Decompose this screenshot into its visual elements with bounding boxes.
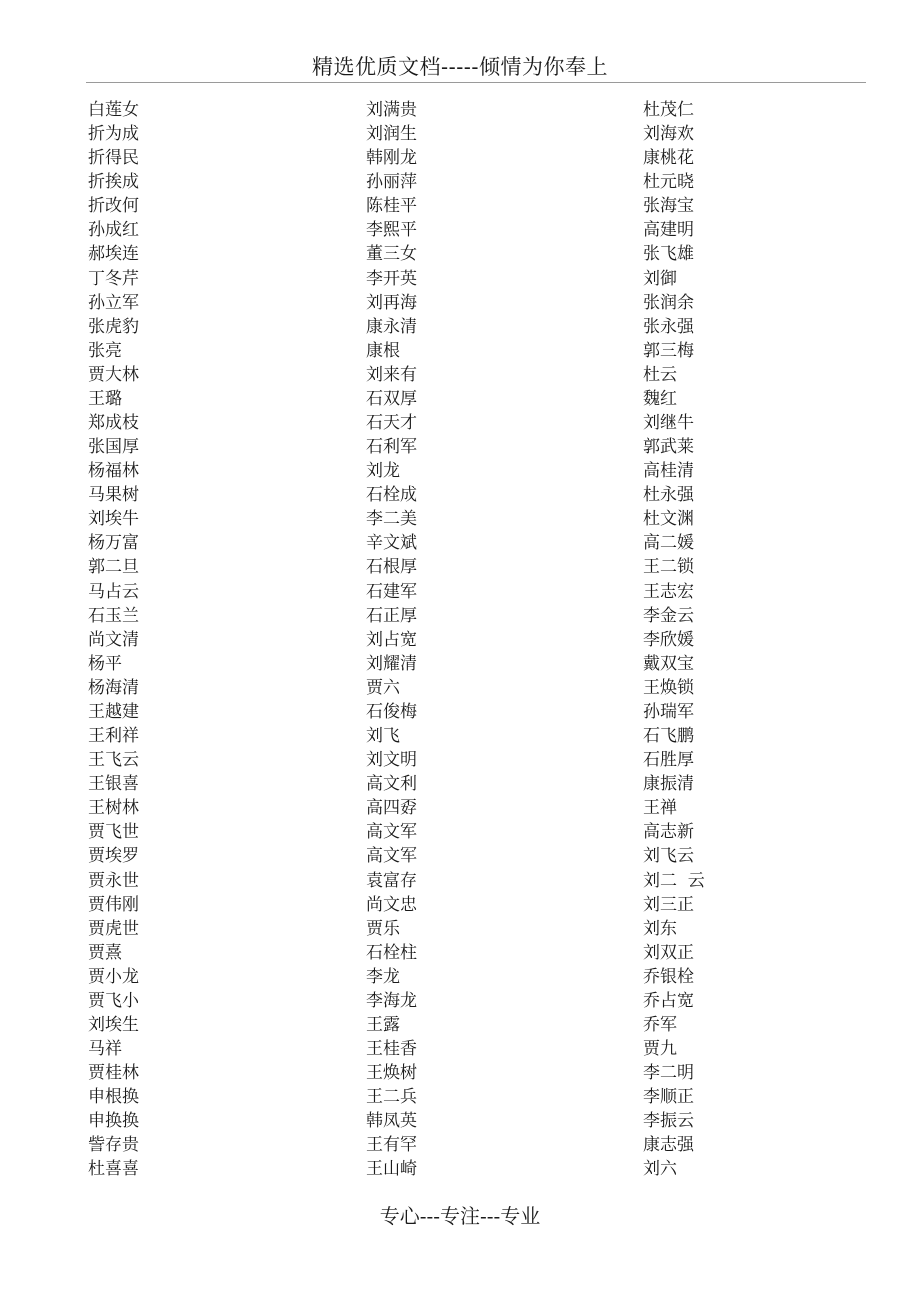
name-entry: 孙成红 bbox=[88, 220, 139, 241]
name-entry: 刘润生 bbox=[366, 124, 417, 145]
name-entry: 陈桂平 bbox=[366, 196, 417, 217]
name-entry: 高桂清 bbox=[643, 461, 694, 482]
name-entry: 刘埃牛 bbox=[88, 509, 139, 530]
name-entry: 贾小龙 bbox=[88, 966, 139, 987]
name-list bbox=[88, 98, 848, 1182]
name-entry: 高文利 bbox=[366, 774, 417, 795]
name-entry: 丁冬芹 bbox=[88, 268, 139, 289]
name-entry: 刘满贵 bbox=[366, 100, 417, 120]
name-entry: 申换换 bbox=[88, 1111, 139, 1132]
name-entry: 刘龙 bbox=[366, 461, 400, 482]
name-entry: 杨平 bbox=[88, 653, 122, 674]
name-entry: 刘文明 bbox=[366, 750, 417, 771]
name-entry: 刘来有 bbox=[366, 364, 417, 385]
name-entry: 杜喜喜 bbox=[88, 1159, 139, 1180]
name-entry: 王利祥 bbox=[88, 726, 139, 747]
name-entry: 韩凤英 bbox=[366, 1111, 417, 1132]
name-entry: 高二媛 bbox=[643, 533, 694, 554]
page-header: 精选优质文档-----倾情为你奉上 bbox=[312, 55, 608, 79]
name-entry: 贾乐 bbox=[366, 918, 400, 939]
name-entry: 石双厚 bbox=[366, 388, 417, 409]
name-entry: 刘双正 bbox=[643, 942, 694, 963]
name-entry: 杜茂仁 bbox=[643, 100, 694, 120]
name-entry: 王二锁 bbox=[643, 557, 694, 578]
name-entry: 王越建 bbox=[88, 701, 139, 722]
name-entry: 孙丽萍 bbox=[366, 172, 417, 193]
name-entry: 贾飞世 bbox=[88, 822, 139, 843]
name-entry: 康永清 bbox=[366, 316, 417, 337]
name-entry: 石俊梅 bbox=[366, 701, 417, 722]
name-entry: 高四孬 bbox=[366, 798, 417, 819]
name-entry: 折得民 bbox=[88, 148, 139, 169]
name-entry: 李欣媛 bbox=[643, 629, 694, 650]
name-entry: 贾大林 bbox=[88, 364, 139, 385]
name-entry: 尚文忠 bbox=[366, 894, 417, 915]
name-entry: 訾存贵 bbox=[88, 1135, 139, 1156]
name-entry: 辛文斌 bbox=[366, 533, 417, 554]
name-entry: 刘飞 bbox=[366, 726, 400, 747]
name-entry: 石栓柱 bbox=[366, 942, 417, 963]
name-entry: 杜云 bbox=[643, 364, 677, 385]
name-entry: 孙立军 bbox=[88, 292, 139, 313]
name-entry: 折挨成 bbox=[88, 172, 139, 193]
name-entry: 石利军 bbox=[366, 437, 417, 458]
name-entry: 张永强 bbox=[643, 316, 694, 337]
name-entry: 白莲女 bbox=[88, 100, 139, 120]
name-entry: 贾虎世 bbox=[88, 918, 139, 939]
name-entry: 高志新 bbox=[643, 822, 694, 843]
name-entry: 石正厚 bbox=[366, 605, 417, 626]
name-entry: 康根 bbox=[366, 340, 400, 361]
name-entry: 杜永强 bbox=[643, 485, 694, 506]
name-entry: 杨万富 bbox=[88, 533, 139, 554]
name-entry: 李振云 bbox=[643, 1111, 694, 1132]
name-entry: 王有罕 bbox=[366, 1135, 417, 1156]
name-entry: 石飞鹏 bbox=[643, 726, 694, 747]
name-entry: 杜文渊 bbox=[643, 509, 694, 530]
name-entry: 王焕锁 bbox=[643, 677, 694, 698]
name-entry: 康桃花 bbox=[643, 148, 694, 169]
name-entry: 贾九 bbox=[643, 1039, 677, 1060]
name-entry: 贾永世 bbox=[88, 870, 139, 891]
name-entry: 杨海清 bbox=[88, 677, 139, 698]
name-entry: 高建明 bbox=[643, 220, 694, 241]
name-entry: 贾埃罗 bbox=[88, 846, 139, 867]
name-entry: 李二明 bbox=[643, 1063, 694, 1084]
name-entry: 申根换 bbox=[88, 1087, 139, 1108]
name-entry: 魏红 bbox=[643, 388, 677, 409]
name-entry: 王露 bbox=[366, 1014, 400, 1035]
name-entry: 刘三正 bbox=[643, 894, 694, 915]
name-entry: 李二美 bbox=[366, 509, 417, 530]
name-entry: 张虎豹 bbox=[88, 316, 139, 337]
name-entry: 李龙 bbox=[366, 966, 400, 987]
name-entry: 韩刚龙 bbox=[366, 148, 417, 169]
name-entry: 刘海欢 bbox=[643, 124, 694, 145]
name-entry: 马果树 bbox=[88, 485, 139, 506]
name-entry: 康志强 bbox=[643, 1135, 694, 1156]
name-entry: 孙瑞军 bbox=[643, 701, 694, 722]
name-entry: 乔军 bbox=[643, 1014, 677, 1035]
name-entry: 张润余 bbox=[643, 292, 694, 313]
name-entry: 张飞雄 bbox=[643, 244, 694, 265]
name-entry: 石胜厚 bbox=[643, 750, 694, 771]
name-entry: 贾伟刚 bbox=[88, 894, 139, 915]
name-entry: 张国厚 bbox=[88, 437, 139, 458]
name-entry: 戴双宝 bbox=[643, 653, 694, 674]
name-entry: 李开英 bbox=[366, 268, 417, 289]
name-entry: 郭武莱 bbox=[643, 437, 694, 458]
name-entry: 乔占宽 bbox=[643, 990, 694, 1011]
name-entry: 王璐 bbox=[88, 388, 122, 409]
name-entry: 刘再海 bbox=[366, 292, 417, 313]
name-entry: 乔银栓 bbox=[643, 966, 694, 987]
name-entry: 石栓成 bbox=[366, 485, 417, 506]
name-entry: 张海宝 bbox=[643, 196, 694, 217]
name-entry: 贾飞小 bbox=[88, 990, 139, 1011]
name-entry: 李顺正 bbox=[643, 1087, 694, 1108]
name-entry: 刘六 bbox=[643, 1159, 677, 1180]
name-entry: 刘飞云 bbox=[643, 846, 694, 867]
name-entry: 杨福林 bbox=[88, 461, 139, 482]
name-entry: 王树林 bbox=[88, 798, 139, 819]
name-entry: 王二兵 bbox=[366, 1087, 417, 1108]
name-entry: 郭二旦 bbox=[88, 557, 139, 578]
name-entry: 刘埃生 bbox=[88, 1014, 139, 1035]
name-entry: 王禅 bbox=[643, 798, 677, 819]
name-entry: 李熙平 bbox=[366, 220, 417, 241]
name-entry: 贾桂林 bbox=[88, 1063, 139, 1084]
name-entry: 李海龙 bbox=[366, 990, 417, 1011]
name-entry: 刘二 云 bbox=[643, 870, 705, 891]
name-entry: 折为成 bbox=[88, 124, 139, 145]
name-entry: 王银喜 bbox=[88, 774, 139, 795]
name-entry: 刘东 bbox=[643, 918, 677, 939]
name-entry: 石天才 bbox=[366, 413, 417, 434]
name-entry: 王焕树 bbox=[366, 1063, 417, 1084]
name-entry: 马占云 bbox=[88, 581, 139, 602]
name-entry: 郭三梅 bbox=[643, 340, 694, 361]
name-entry: 尚文清 bbox=[88, 629, 139, 650]
name-entry: 折改何 bbox=[88, 196, 139, 217]
name-entry: 杜元晓 bbox=[643, 172, 694, 193]
name-entry: 刘耀清 bbox=[366, 653, 417, 674]
name-entry: 王山崎 bbox=[366, 1159, 417, 1180]
page-footer: 专心---专注---专业 bbox=[379, 1204, 541, 1228]
name-entry: 石根厚 bbox=[366, 557, 417, 578]
name-entry: 石玉兰 bbox=[88, 605, 139, 626]
name-entry: 董三女 bbox=[366, 244, 417, 265]
header-divider bbox=[86, 82, 866, 83]
name-entry: 王飞云 bbox=[88, 750, 139, 771]
name-entry: 张亮 bbox=[88, 340, 122, 361]
name-entry: 刘占宽 bbox=[366, 629, 417, 650]
name-entry: 王桂香 bbox=[366, 1039, 417, 1060]
name-entry: 石建军 bbox=[366, 581, 417, 602]
name-entry: 马祥 bbox=[88, 1039, 122, 1060]
name-entry: 康振清 bbox=[643, 774, 694, 795]
name-entry: 李金云 bbox=[643, 605, 694, 626]
name-entry: 袁富存 bbox=[366, 870, 417, 891]
name-entry: 刘继牛 bbox=[643, 413, 694, 434]
name-entry: 刘御 bbox=[643, 268, 677, 289]
name-entry: 郑成枝 bbox=[88, 413, 139, 434]
name-entry: 王志宏 bbox=[643, 581, 694, 602]
name-entry: 高文军 bbox=[366, 846, 417, 867]
name-entry: 高文军 bbox=[366, 822, 417, 843]
name-entry: 贾熹 bbox=[88, 942, 122, 963]
name-entry: 贾六 bbox=[366, 677, 400, 698]
name-entry: 郝埃连 bbox=[88, 244, 139, 265]
